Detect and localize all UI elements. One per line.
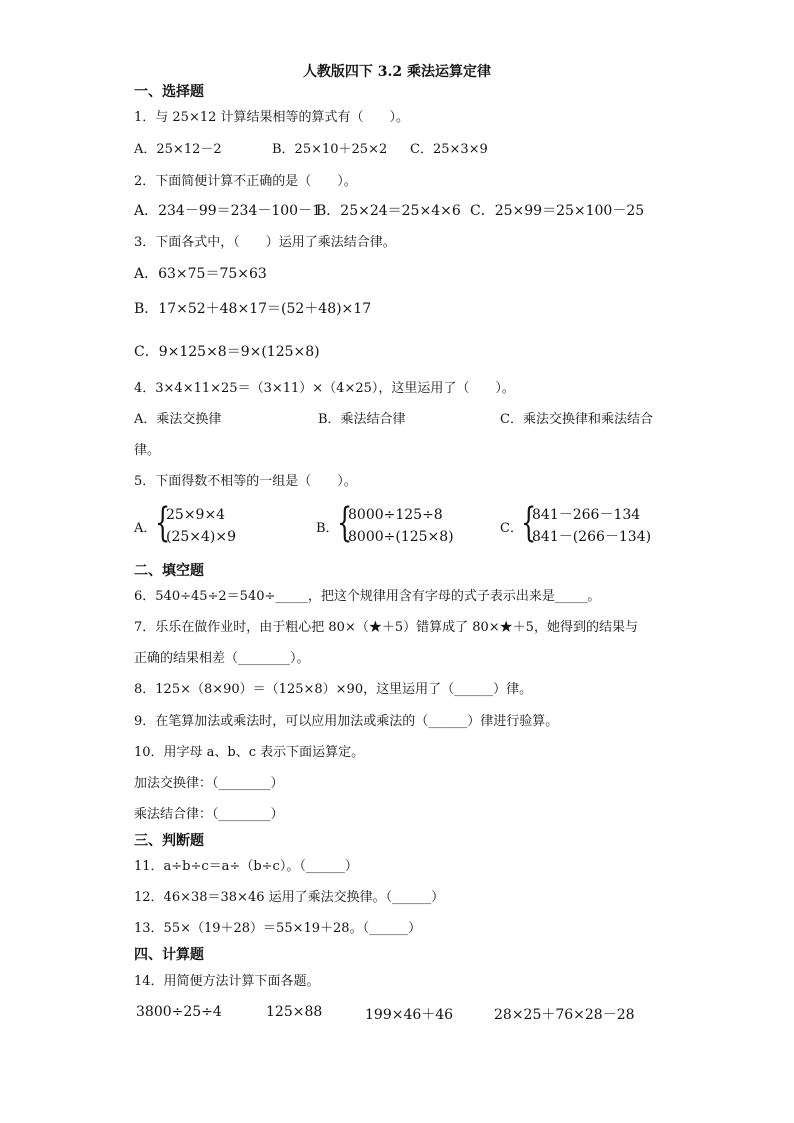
question-4-option-c-continued: 律。 [134,443,161,458]
question-1-option-a: A．25×12－2 [134,142,222,157]
question-4-option-c: C．乘法交换律和乘法结合 [500,412,653,427]
question-11: 11．a÷b÷c＝a÷（b÷c）。（______） [134,859,358,874]
question-3-option-a: A．63×75＝75×63 [134,266,267,282]
question-5-option-c-line-1: 841－266－134 [532,507,641,523]
left-brace-icon: { [521,500,537,546]
question-10-multiplication-associative: 乘法结合律：（________） [134,807,284,822]
question-5-option-b-line-2: 8000÷(125×8) [348,529,454,545]
section-heading-calculation: 四、计算题 [134,947,204,963]
question-14-stem: 14．用简便方法计算下面各题。 [134,974,320,989]
question-9: 9．在笔算加法或乘法时，可以应用加法或乘法的（______）律进行验算。 [134,714,559,729]
question-1-option-c: C．25×3×9 [410,142,488,157]
section-heading-fill-blank: 二、填空题 [134,563,204,579]
question-5-option-a-line-2: (25×4)×9 [166,529,237,545]
question-5-option-b-label: B． [316,521,339,536]
question-6: 6．540÷45÷2＝540÷_____，把这个规律用含有字母的式子表示出来是_____。 [134,589,601,604]
question-2-option-c: C．25×99＝25×100－25 [470,203,645,219]
question-7-line-2: 正确的结果相差（________）。 [134,651,310,666]
question-4-stem: 4．3×4×11×25＝（3×11）×（4×25），这里运用了（ ）。 [134,381,515,396]
question-5-option-c-label: C． [500,521,523,536]
question-5-option-b-expressions [348,504,454,548]
question-14-item: 28×25＋76×28－28 [494,1007,635,1023]
question-5-option-a-label: A． [134,521,157,536]
section-heading-true-false: 三、判断题 [134,833,204,849]
question-1-stem: 1．与 25×12 计算结果相等的算式有（ ）。 [134,110,410,125]
question-3-option-c: C．9×125×8＝9×(125×8) [134,344,320,360]
question-7-line-1: 7．乐乐在做作业时，由于粗心把 80×（★＋5）错算成了 80×★＋5，她得到的结果与 [134,620,638,635]
question-8: 8．125×（8×90）＝（125×8）×90，这里运用了（______）律。 [134,682,533,697]
question-5-stem: 5．下面得数不相等的一组是（ ）。 [134,474,357,489]
question-4-option-a: A．乘法交换律 [134,412,222,427]
question-2-stem: 2．下面简便计算不正确的是（ ）。 [134,174,357,189]
left-brace-icon: { [337,500,353,546]
question-5-option-c-line-2: 841－(266－134) [532,529,652,545]
question-14-item: 125×88 [266,1004,323,1020]
question-2-option-b: B．25×24＝25×4×6 [316,203,461,219]
left-brace-icon: { [155,500,171,546]
question-5-option-b-line-1: 8000÷125÷8 [348,507,443,523]
question-2-option-a: A．234－99＝234－100－1 [134,203,321,219]
question-3-option-b: B．17×52＋48×17＝(52＋48)×17 [134,301,372,317]
question-13: 13．55×（19＋28）＝55×19＋28。（______） [134,921,422,936]
page-title: 人教版四下 3.2 乘法运算定律 [302,64,492,80]
question-10-addition-commutative: 加法交换律：（________） [134,776,284,791]
question-5-option-c-expressions [532,504,651,548]
section-heading-choice: 一、选择题 [134,84,204,100]
question-5-option-a-line-1: 25×9×4 [166,507,226,523]
question-12: 12．46×38＝38×46 运用了乘法交换律。（______） [134,890,445,905]
question-5-option-a-expressions [166,504,236,548]
question-14-item: 199×46＋46 [365,1007,454,1023]
question-14-item: 3800÷25÷4 [136,1004,222,1020]
question-10-stem: 10．用字母 a、b、c 表示下面运算定。 [134,745,365,760]
question-1-option-b: B．25×10＋25×2 [272,142,388,157]
question-4-option-b: B．乘法结合律 [318,412,406,427]
question-3-stem: 3．下面各式中，（ ）运用了乘法结合律。 [134,235,396,250]
